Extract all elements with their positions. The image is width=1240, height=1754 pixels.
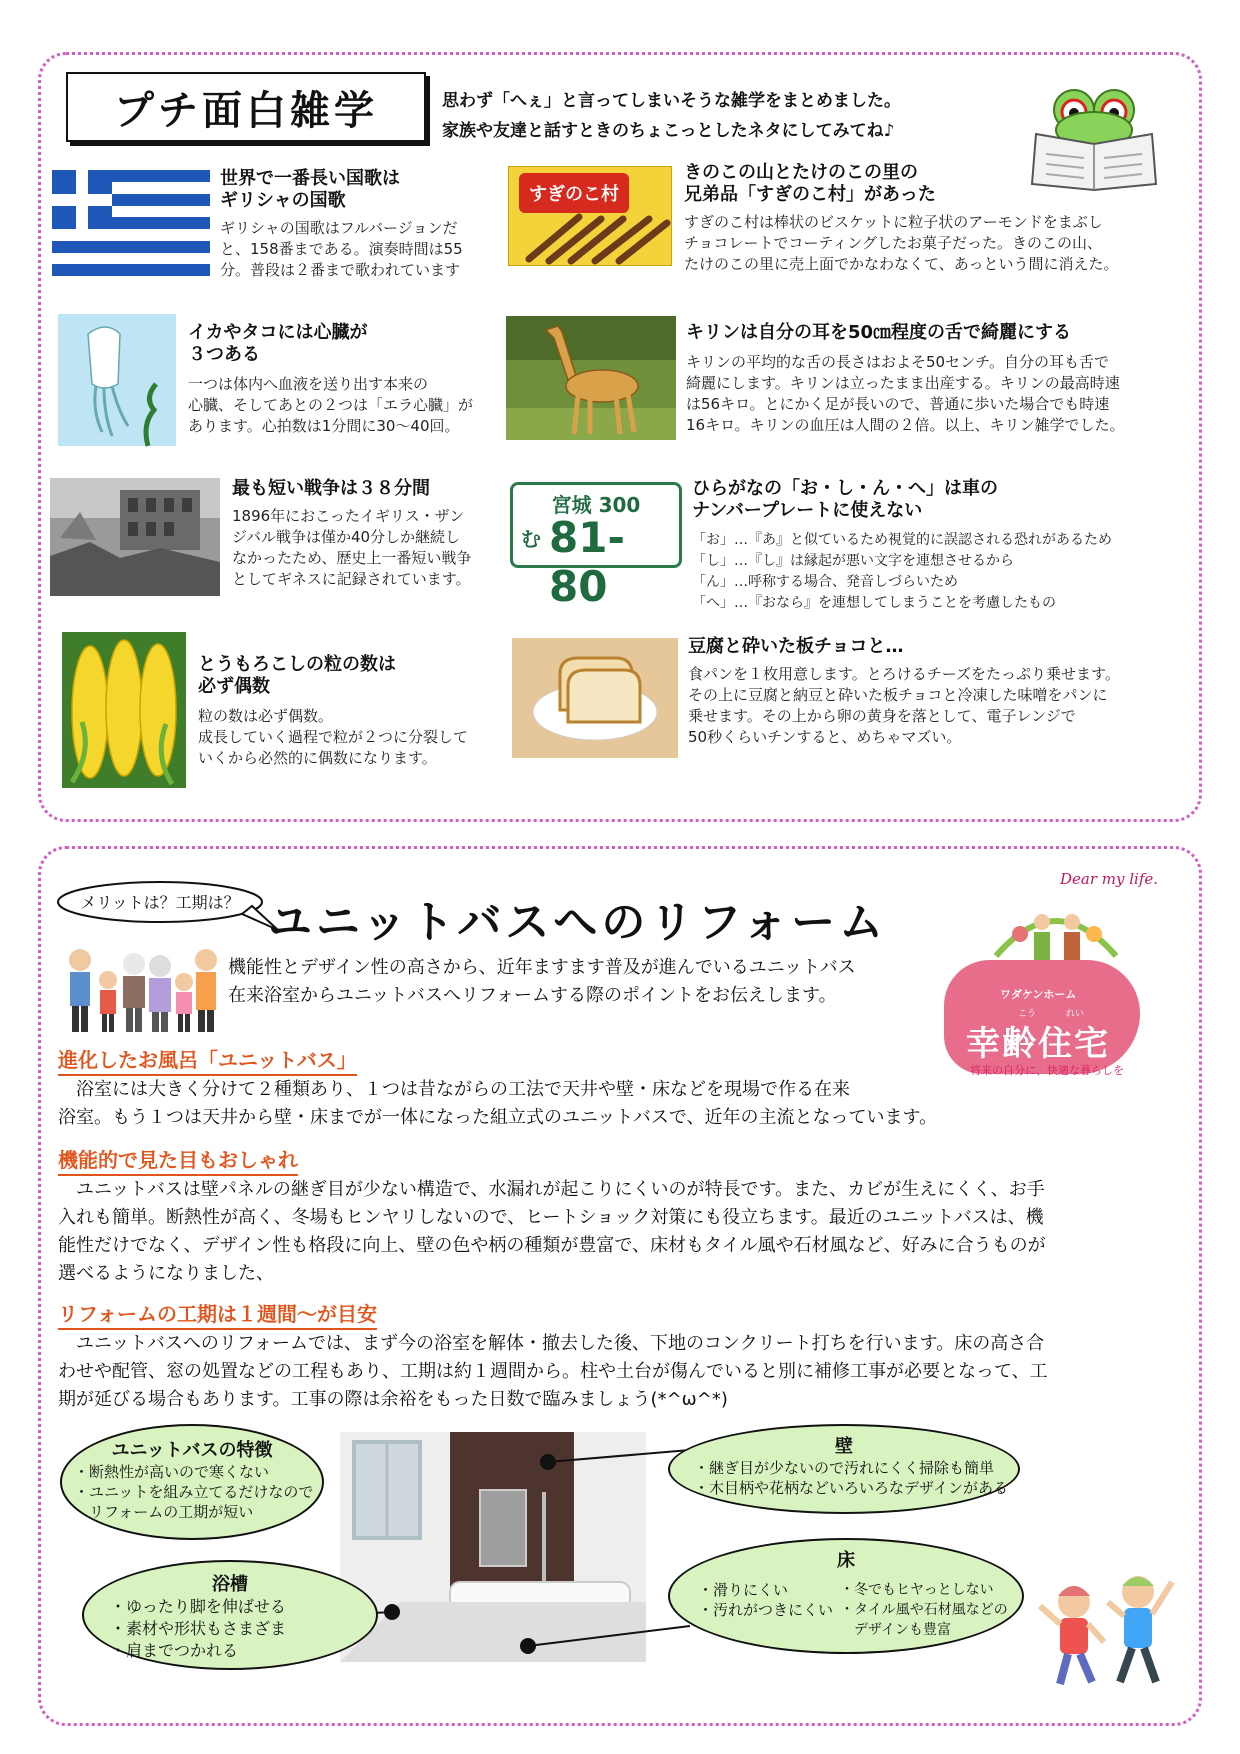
intro-line: 家族や友達と話すときのちょこっとしたネタにしてみてね♪ bbox=[442, 121, 895, 141]
bubble-items: ・継ぎ目が少ないので汚れにくく掃除も簡単 ・木目柄や花柄などいろいろなデザインがある bbox=[694, 1459, 1008, 1497]
squid-image bbox=[58, 314, 176, 446]
section-title: 機能的で見た目もおしゃれ bbox=[58, 1146, 298, 1176]
floor-bubble bbox=[668, 1538, 1024, 1654]
snack-box-image bbox=[508, 166, 672, 266]
bubble-items: ・ゆったり脚を伸ばせる ・素材や形状もさまざま ・肩までつかれる bbox=[110, 1597, 287, 1660]
reform-title: ユニットバスへのリフォーム bbox=[268, 897, 888, 948]
floor-left-items: ・滑りにくい ・汚れがつきにくい bbox=[698, 1581, 834, 1619]
corn-image bbox=[62, 632, 186, 788]
trivia-item-war bbox=[232, 478, 502, 590]
logo-script: Dear my life. bbox=[1060, 870, 1159, 888]
item-body: 「お」…『あ』と似ているため視覚的に誤認される恐れがあるため 「し」…『し』は縁起が悪い文字を連想させるから 「ん」…呼称する場合、発音しづらいため 「へ」…『おなら』を連想してしまうことを考慮したもの bbox=[692, 532, 1112, 611]
section-title: 進化したお風呂「ユニットバス」 bbox=[58, 1046, 357, 1076]
item-heading: きのこの山とたけのこの里の 兄弟品「すぎのこ村」があった bbox=[684, 162, 936, 205]
family-illustration bbox=[60, 940, 220, 1036]
item-body: 粒の数は必ず偶数。 成長していく過程で粒が２つに分裂して いくから必然的に偶数になります。 bbox=[198, 707, 469, 767]
item-body: 一つは体内へ血液を送り出す本来の 心臓、そしてあとの２つは「エラ心臓」が あります。心拍数は1分間に30～40回。 bbox=[188, 375, 474, 435]
bubble-title: 床 bbox=[837, 1550, 855, 1571]
logo-name: 幸齢住宅 bbox=[966, 1024, 1110, 1064]
license-plate-image bbox=[510, 482, 682, 611]
trivia-item-sugi bbox=[684, 162, 1194, 275]
bubble-title: 浴槽 bbox=[212, 1574, 248, 1595]
reform-section-2 bbox=[58, 1146, 1188, 1288]
trivia-item-squid bbox=[188, 322, 498, 437]
logo-tagline: 将来の自分に、快適な暮らしを bbox=[970, 1064, 1124, 1077]
logo-company: ワダケンホーム bbox=[1000, 988, 1077, 1001]
logo-ruby-2: れい bbox=[1066, 1009, 1085, 1019]
item-heading: 豆腐と砕いた板チョコと… bbox=[688, 636, 904, 657]
item-heading: とうもろこしの粒の数は 必ず偶数 bbox=[198, 654, 396, 697]
item-heading: 世界で一番長い国歌は ギリシャの国歌 bbox=[220, 168, 400, 211]
tub-bubble bbox=[82, 1560, 378, 1670]
section-body: 浴室には大きく分けて２種類あり、１つは昔ながらの工法で天井や壁・床などを現場で作る在来 浴室。もう１つは天井から壁・床までが一体になった組立式のユニットバスで、近年の主流となっています。 bbox=[58, 1079, 938, 1128]
item-heading: ひらがなの「お・し・ん・へ」は車の ナンバープレートに使えない bbox=[692, 478, 998, 521]
intro-line: 思わず「へぇ」と言ってしまいそうな雑学をまとめました。 bbox=[442, 91, 901, 111]
plate-number: 81-80 bbox=[549, 513, 625, 611]
war-ruins-photo bbox=[50, 478, 220, 596]
snack-label: すぎのこ村 bbox=[519, 173, 629, 213]
reform-section-3 bbox=[58, 1300, 1188, 1414]
trivia-item-giraffe bbox=[686, 322, 1206, 436]
wall-bubble bbox=[668, 1424, 1020, 1514]
trivia-item-corn bbox=[198, 654, 508, 769]
trivia-item-tofu bbox=[688, 636, 1208, 748]
trivia-intro bbox=[442, 86, 1002, 146]
trivia-item-plate bbox=[692, 478, 1202, 614]
trivia-item-anthem bbox=[220, 168, 500, 281]
lead-line: 機能性とデザイン性の高さから、近年ますます普及が進んでいるユニットバス bbox=[228, 957, 856, 978]
item-body: キリンの平均的な舌の長さはおよそ50センチ。自分の耳も舌で 綺麗にします。キリンは立ったまま出産する。キリンの最高時速 は56キロ。とにかく足が長いので、普通に歩いた場合でも時速 16キロ。キリンの血圧は人間の２倍。以上、キリン雑学でした。 bbox=[686, 353, 1125, 434]
reform-section-1 bbox=[58, 1046, 1188, 1132]
reform-lead bbox=[228, 954, 928, 1010]
trivia-title: プチ面白雑学 bbox=[66, 72, 426, 142]
item-body: すぎのこ村は棒状のビスケットに粒子状のアーモンドをまぶし チョコレートでコーティングしたお菓子だった。きのこの山、 たけのこの里に売上面でかなわなくて、あっという間に消えた。 bbox=[684, 213, 1119, 273]
speech-bubble-text: メリットは？工期は？ bbox=[80, 893, 240, 912]
item-heading: イカやタコには心臓が ３つある bbox=[188, 322, 368, 365]
greek-flag-image bbox=[52, 170, 210, 276]
giraffe-image bbox=[506, 316, 676, 440]
bubble-items: ・断熱性が高いので寒くない ・ユニットを組み立てるだけなので リフォームの工期が短い bbox=[74, 1463, 314, 1521]
plate-kana: む bbox=[521, 527, 541, 551]
floor-right-items: ・冬でもヒヤっとしない ・タイル風や石材風などの デザインも豊富 bbox=[840, 1582, 1008, 1638]
bubble-title: ユニットバスの特徴 bbox=[111, 1440, 273, 1461]
item-heading: 最も短い戦争は３８分間 bbox=[232, 478, 430, 499]
item-body: ギリシャの国歌はフルバージョンだ と、158番まである。演奏時間は55 分。普段は２番まで歌われています bbox=[220, 219, 463, 279]
item-body: 1896年におこったイギリス・ザン ジバル戦争は僅か40分しか継続し なかったため、歴史上一番短い戦争 としてギネスに記録されています。 bbox=[232, 507, 472, 588]
exercising-seniors-illustration bbox=[1030, 1566, 1180, 1690]
section-title: リフォームの工期は１週間～が目安 bbox=[58, 1300, 377, 1330]
item-heading: キリンは自分の耳を50㎝程度の舌で綺麗にする bbox=[686, 322, 1072, 343]
lead-line: 在来浴室からユニットバスへリフォームする際のポイントをお伝えします。 bbox=[228, 985, 837, 1006]
section-body: ユニットバスは壁パネルの継ぎ目が少ない構造で、水漏れが起こりにくいのが特長です。また、カビが生えにくく、お手 入れも簡単。断熱性が高く、冬場もヒンヤリしないので、ヒートショック対策にも役立ちます。最近のユニットバスは、機 能性だけでなく、デザイン性も格段に向上、壁の色や柄の種類が豊富で、床材もタイル風や石材風など、好みに合うものが 選べるようになりました、 bbox=[58, 1179, 1046, 1284]
bread-image bbox=[512, 638, 678, 758]
plate-region: 宮城 300 bbox=[551, 493, 641, 517]
section-body: ユニットバスへのリフォームでは、まず今の浴室を解体・撤去した後、下地のコンクリート打ちを行います。床の高さ合 わせや配管、窓の処置などの工程もあり、工期は約１週間から。柱や土台が傷んでいると別に補修工事が必要となって、工 期が延びる場合もあります。工事の際は余裕をもった日数で臨みましょう(*^ω^*) bbox=[58, 1333, 1048, 1410]
bubble-title: 壁 bbox=[835, 1436, 853, 1457]
item-body: 食パンを１枚用意します。とろけるチーズをたっぷり乗せます。 その上に豆腐と納豆と砕いた板チョコと冷凍した味噌をパンに 乗せます。その上から卵の黄身を落として、電子レンジで 50秒くらいチンすると、めちゃマズい。 bbox=[688, 665, 1120, 746]
logo-ruby-1: こう bbox=[1018, 1009, 1037, 1019]
features-bubble bbox=[60, 1424, 324, 1540]
